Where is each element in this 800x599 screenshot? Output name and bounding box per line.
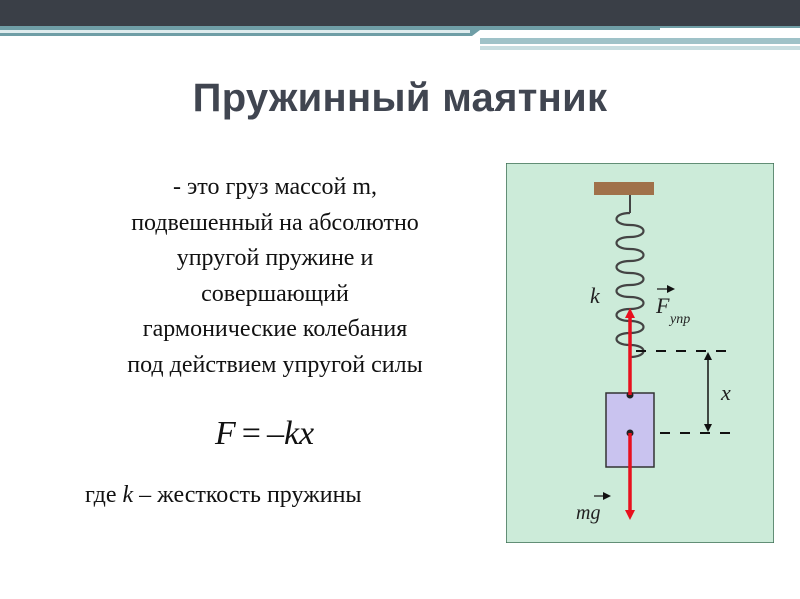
spring-pendulum-figure [506,163,774,543]
note-suffix: – жесткость пружины [133,482,362,508]
slide-title: Пружинный маятник [192,76,608,120]
stiffness-note [85,482,465,509]
definition-line: - это груз массой m, [173,174,377,200]
note-symbol: k [122,482,134,508]
definition-text [60,170,490,383]
gravity-label: mg [576,502,601,524]
figure-background [506,163,774,543]
ceiling-mount [594,182,654,195]
formula-rhs: –kx [266,415,315,452]
hooke-formula [215,415,365,453]
formula-lhs: F [215,415,236,452]
force-label: F [656,293,670,318]
slide-header-band [0,0,800,62]
definition-line: гармонические колебания [142,316,408,342]
note-prefix: где [85,482,123,508]
definition-line: совершающий [201,280,349,307]
displacement-label: x [721,380,731,405]
definition-line: под действием упругой силы [127,351,423,378]
formula-equals: = [241,415,261,452]
spring-label: k [590,283,600,308]
definition-line: подвешенный на абсолютно [131,209,419,236]
force-subscript: упр [670,312,691,327]
definition-line: упругой пружине и [176,245,374,271]
